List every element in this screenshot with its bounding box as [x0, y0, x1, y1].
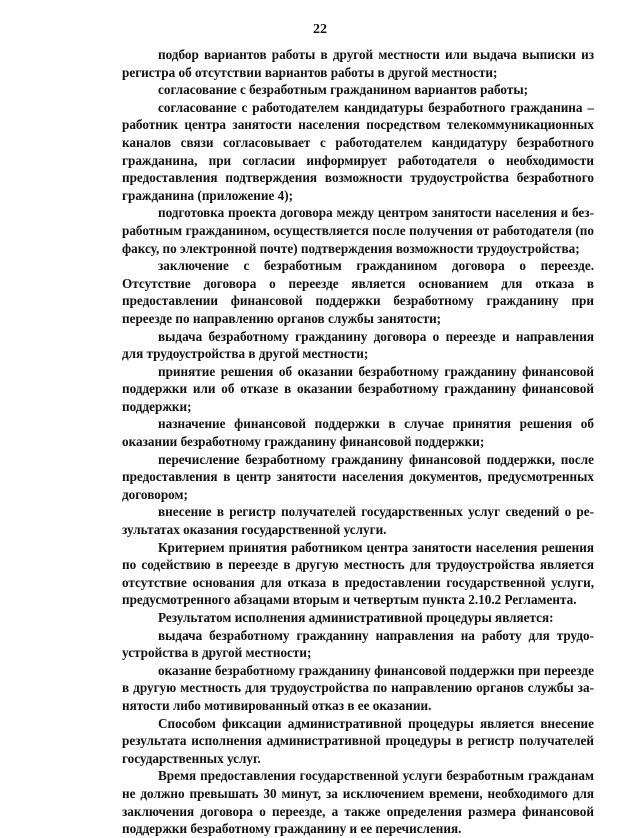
- paragraph-1: подбор вариантов работы в другой местности или выдача выписки из регистра об отсутствии вариантов работы в другой местности;: [122, 47, 594, 80]
- paragraph-5: заключение с безработным гражданином договора о переезде. Отсутствие договора о переезде является основанием для отказа в предоставлении финансовой поддержки безработному гражданину при переезде по направлению органов службы занятости;: [122, 258, 594, 326]
- paragraph-2: согласование с безработным гражданином вариантов работы;: [158, 82, 529, 98]
- paragraph-7: принятие решения об оказании безработному гражданину финансовой поддержки или об отказе в оказании безработному гражданину финансовой поддержки;: [122, 363, 594, 414]
- paragraph-6: выдача безработному гражданину договора о переезде и направления для трудоустройства в другой местности;: [122, 328, 594, 362]
- paragraph-13: выдача безработному гражданину направления на работу для трудоустройства в другой местности;: [122, 627, 594, 661]
- paragraph-12: Результатом исполнения административной процедуры является:: [158, 610, 554, 625]
- paragraph-3: согласование с работодателем кандидатуры безработного гражданина – работник центра занятости населения посредством телекоммуникационных каналов связи согласовывает с работодателем кандидатуру безработного гражданина, при согласии информирует работодателя о необходимости предоставления подтверждения возможности трудоустройства безработного гражданина (приложение 4);: [122, 99, 594, 203]
- paragraph-16: Время предоставления государственной услуги безработным гражданам не должно превышать 30 минут, за исключением времени, необходимого для заключения договора о переезде, а также определения размера финансовой поддержки безработному гражданину и ее перечисления.: [122, 768, 594, 837]
- paragraph-11: Критерием принятия работником центра занятости населения решения по содействию в переезде в другую местность для трудоустройства является отсутствие основания для отказа в предоставлении государственной услуги, предусмотренного абзацами вторым и четвертым пункта 2.10.2 Регламента.: [122, 539, 594, 608]
- paragraph-8: назначение финансовой поддержки в случае принятия решения об оказании безработному гражданину финансовой поддержки;: [122, 416, 594, 450]
- paragraph-10: внесение в регистр получателей государственных услуг сведений о результатах оказания государственной услуги.: [122, 504, 594, 538]
- paragraph-4: подготовка проекта договора между центром занятости населения и безработным гражданином, осуществляется после получения от работодателя (по факсу, по электронной почте) подтверждения возможности трудоустройства;: [122, 205, 594, 256]
- paragraph-14: оказание безработному гражданину финансовой поддержки при переезде в другую местность для трудоустройства по направлению органов службы занятости либо мотивированный отказ в ее оказании.: [122, 662, 594, 713]
- paragraph-15: Способом фиксации административной процедуры является внесение результата исполнения административной процедуры в регистр получателей государственных услуг.: [122, 715, 594, 766]
- paragraph-9: перечисление безработному гражданину финансовой поддержки, после предоставления в центр занятости населения документов, предусмотренных договором;: [122, 451, 594, 502]
- page-number: 22: [313, 22, 327, 37]
- page-body: [122, 46, 594, 838]
